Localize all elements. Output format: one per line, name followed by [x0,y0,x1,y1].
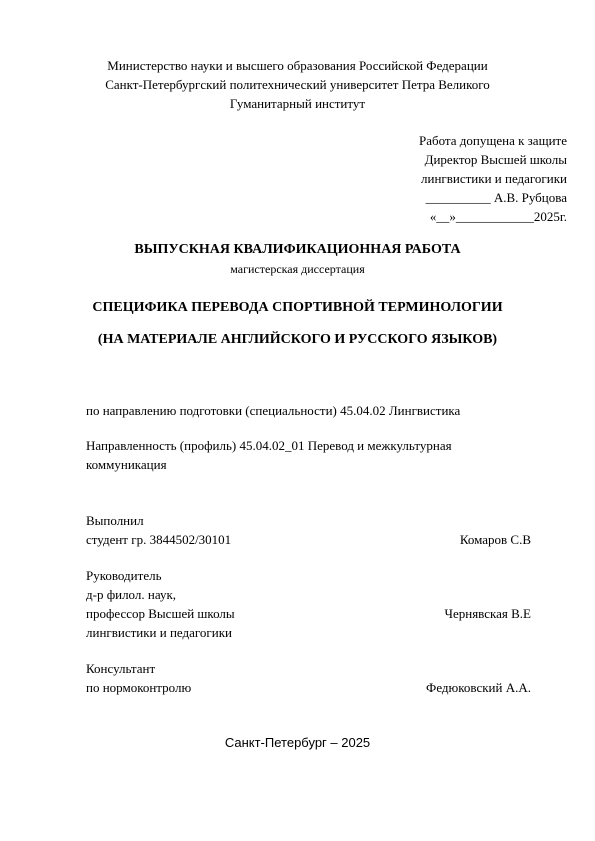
university-line: Санкт-Петербургский политехнический университет Петра Великого [105,77,490,92]
supervisor-label: Руководитель [86,568,162,583]
profile-line-2: коммуникация [86,457,167,472]
thesis-type: магистерская диссертация [230,262,365,276]
profile-line-1: Направленность (профиль) 45.04.02_01 Перевод и межкультурная [86,438,452,453]
institute-line: Гуманитарный институт [229,96,366,111]
ministry-line: Министерство науки и высшего образования Российской Федерации [107,58,488,73]
consultant-role: по нормоконтролю [86,680,192,695]
supervisor-block [86,566,531,642]
direction-text: по направлению подготовки (специальности) 45.04.02 Лингвистика [86,403,461,418]
profile-block [86,436,452,474]
consultant-name: Федюковский А.А. [426,680,531,695]
thesis-title: ВЫПУСКНАЯ КВАЛИФИКАЦИОННАЯ РАБОТА [134,242,461,257]
author-group: студент гр. 3844502/30101 [86,532,232,547]
consultant-block [86,659,531,697]
approval-date-line: «__»____________2025г. [429,209,567,224]
supervisor-position-1: профессор Высшей школы [86,606,235,621]
supervisor-position-2: лингвистики и педагогики [86,625,232,640]
supervisor-degree: д-р филол. наук, [86,587,177,602]
supervisor-name: Чернявская В.Е [444,606,531,621]
header-block [0,56,595,113]
author-block [86,511,531,549]
topic-line-1: СПЕЦИФИКА ПЕРЕВОДА СПОРТИВНОЙ ТЕРМИНОЛОГИИ [92,300,503,315]
author-label: Выполнил [86,513,144,528]
approval-line-3: лингвистики и педагогики [421,171,567,186]
approval-line-2: Директор Высшей школы [424,152,567,167]
author-name: Комаров С.В [459,532,531,547]
consultant-label: Консультант [86,661,156,676]
approval-signature-line: __________ А.В. Рубцова [425,190,567,205]
approval-line-1: Работа допущена к защите [418,133,567,148]
approval-block [419,131,567,226]
city-year: Санкт-Петербург – 2025 [224,735,371,750]
topic-line-2: (НА МАТЕРИАЛЕ АНГЛИЙСКОГО И РУССКОГО ЯЗЫКОВ) [97,332,498,347]
